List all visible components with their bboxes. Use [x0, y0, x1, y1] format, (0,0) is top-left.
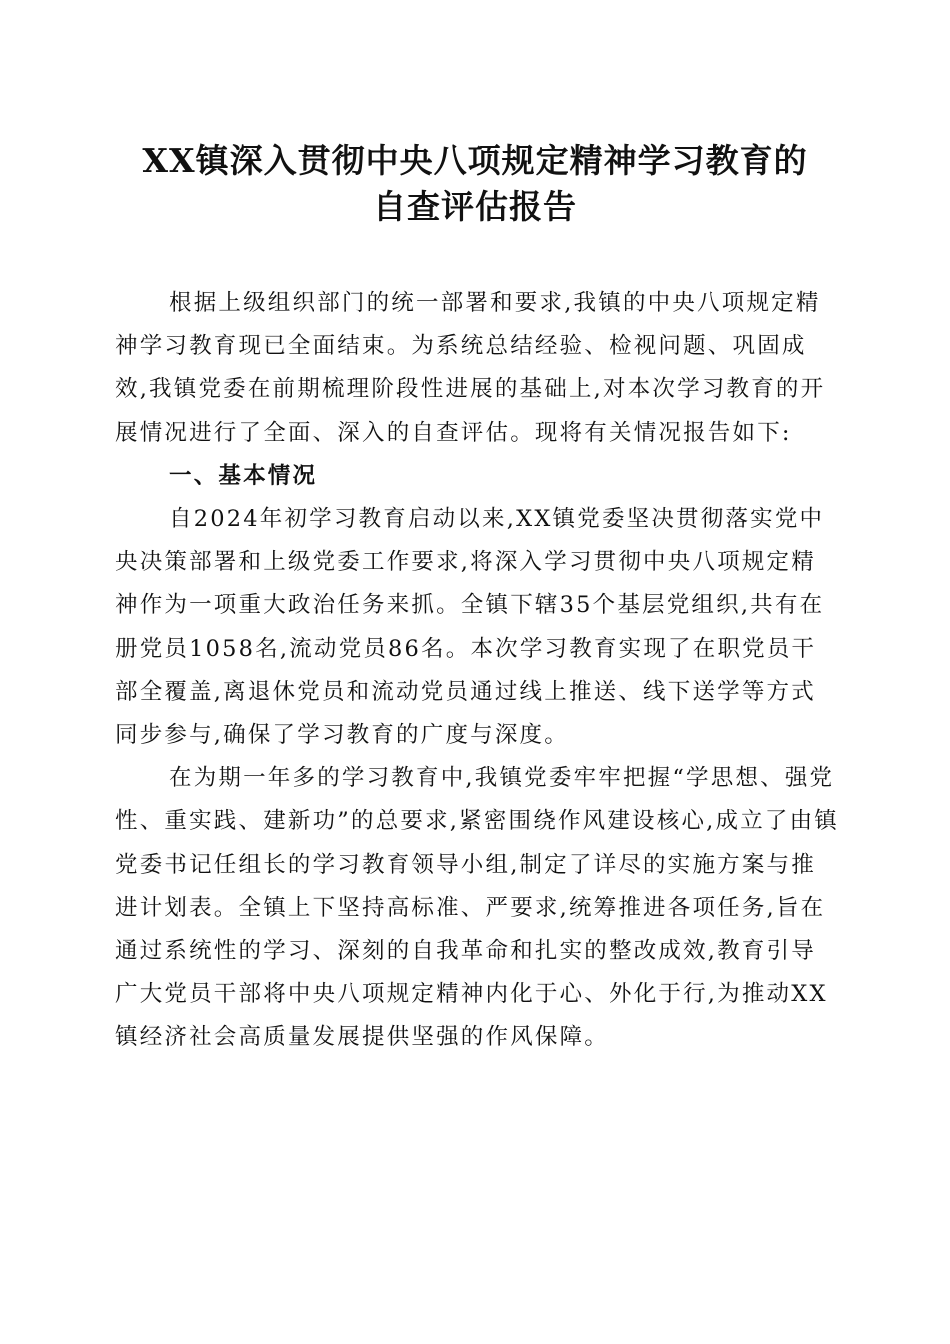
section1-paragraph-1: 自2024年初学习教育启动以来,XX镇党委坚决贯彻落实党中央决策部署和上级党委工作要求,将深入学习贯彻中央八项规定精神作为一项重大政治任务来抓。全镇下辖35个基层党组织,共有在册党员1058名,流动党员86名。本次学习教育实现了在职党员干部全覆盖,离退休党员和流动党员通过线上推送、线下送学等方式同步参与,确保了学习教育的广度与深度。 — [115, 506, 825, 749]
document-title — [100, 138, 850, 230]
section-heading-basic-situation: 一、基本情况 — [169, 462, 318, 489]
title-line-1: XX镇深入贯彻中央八项规定精神学习教育的 — [142, 141, 808, 180]
document-body — [115, 282, 840, 1060]
title-line-2: 自查评估报告 — [373, 187, 577, 226]
intro-paragraph: 根据上级组织部门的统一部署和要求,我镇的中央八项规定精神学习教育现已全面结束。为系统总结经验、检视问题、巩固成效,我镇党委在前期梳理阶段性进展的基础上,对本次学习教育的开展情况进行了全面、深入的自查评估。现将有关情况报告如下: — [115, 290, 826, 446]
section1-paragraph-2: 在为期一年多的学习教育中,我镇党委牢牢把握“学思想、强党性、重实践、建新功”的总要求,紧密围绕作风建设核心,成立了由镇党委书记任组长的学习教育领导小组,制定了详尽的实施方案与推进计划表。全镇上下坚持高标准、严要求,统筹推进各项任务,旨在通过系统性的学习、深刻的自我革命和扎实的整改成效,教育引导广大党员干部将中央八项规定精神内化于心、外化于行,为推动XX镇经济社会高质量发展提供坚强的作风保障。 — [115, 765, 840, 1051]
